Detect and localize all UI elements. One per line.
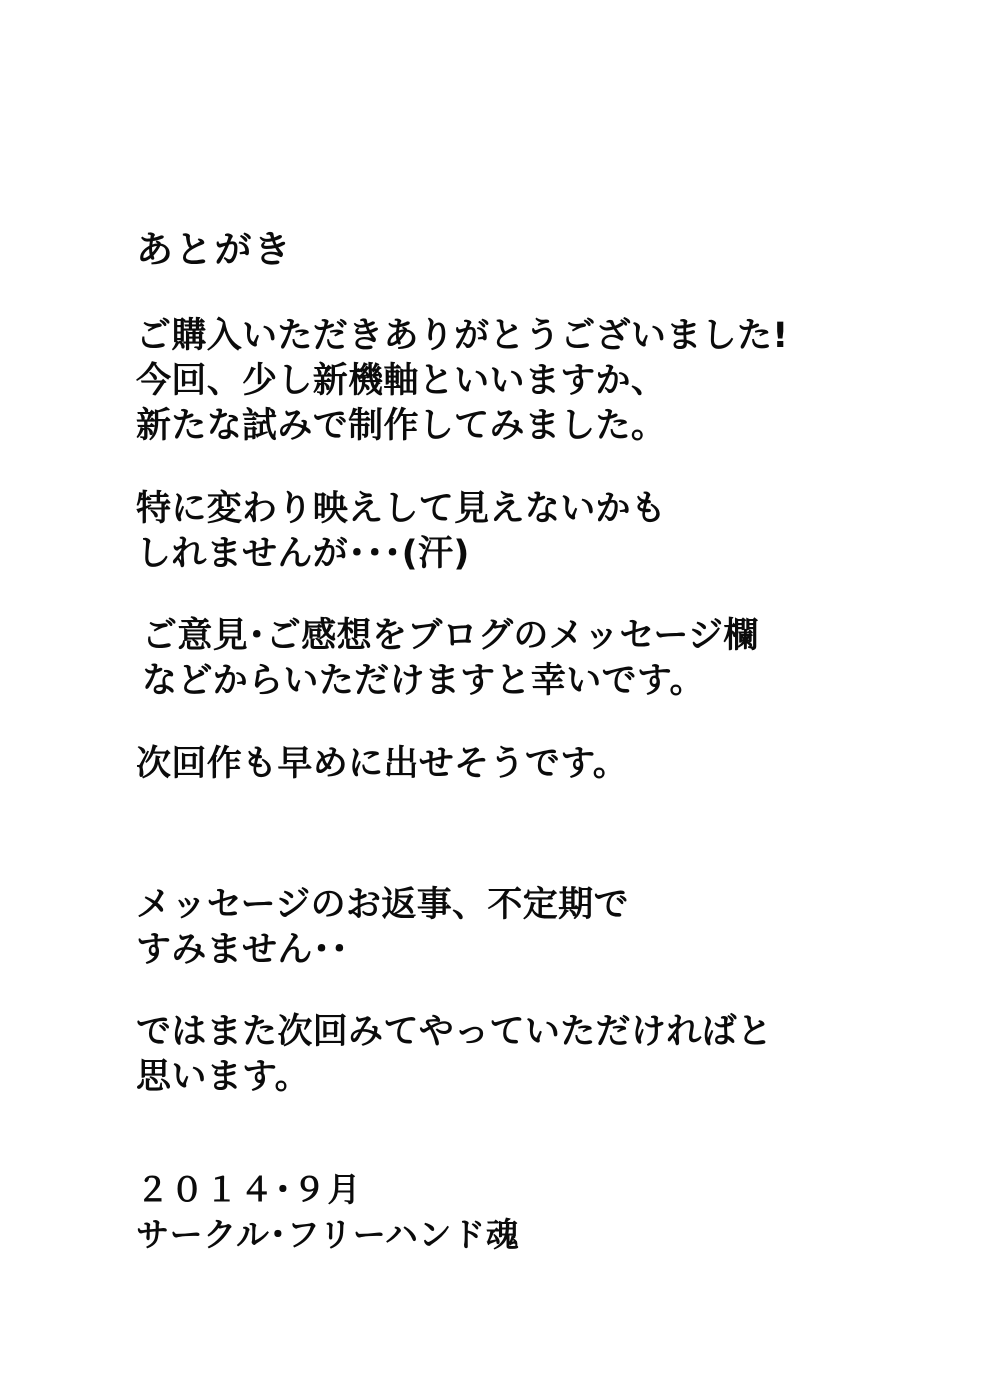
signature-block bbox=[136, 1168, 519, 1257]
signature-circle-name: サークル･フリーハンド魂 bbox=[136, 1214, 520, 1254]
paragraph-next-work bbox=[136, 742, 936, 787]
paragraph-line: などからいただけますと幸いです。 bbox=[142, 661, 705, 702]
paragraph-line: 思います。 bbox=[136, 1057, 310, 1098]
paragraph-reply-delay bbox=[136, 883, 936, 973]
paragraph-line: 次回作も早めに出せそうです。 bbox=[136, 743, 629, 784]
page-title: あとがき bbox=[136, 228, 293, 271]
signature-date: ２０１４･９月 bbox=[136, 1170, 363, 1209]
paragraph-closing bbox=[136, 1010, 936, 1100]
paragraph-line: ご購入いただきありがとうございました! bbox=[136, 316, 789, 357]
paragraph-line: しれませんが･･･(汗) bbox=[136, 533, 470, 574]
paragraph-line: 新たな試みで制作してみました。 bbox=[136, 405, 667, 446]
paragraph-thanks bbox=[136, 314, 936, 448]
paragraph-line: ではまた次回みてやっていただければと bbox=[136, 1012, 773, 1053]
paragraph-line: すみません･･ bbox=[136, 929, 349, 970]
paragraph-line: 今回、少し新機軸といいますか、 bbox=[136, 361, 667, 402]
paragraph-line: メッセージのお返事、不定期で bbox=[136, 884, 629, 925]
paragraph-feedback bbox=[136, 614, 936, 704]
afterword-body bbox=[136, 228, 936, 1138]
paragraph-line: ご意見･ご感想をブログのメッセージ欄 bbox=[142, 616, 759, 657]
paragraph-note bbox=[136, 487, 936, 577]
paragraph-line: 特に変わり映えして見えないかも bbox=[136, 488, 667, 529]
